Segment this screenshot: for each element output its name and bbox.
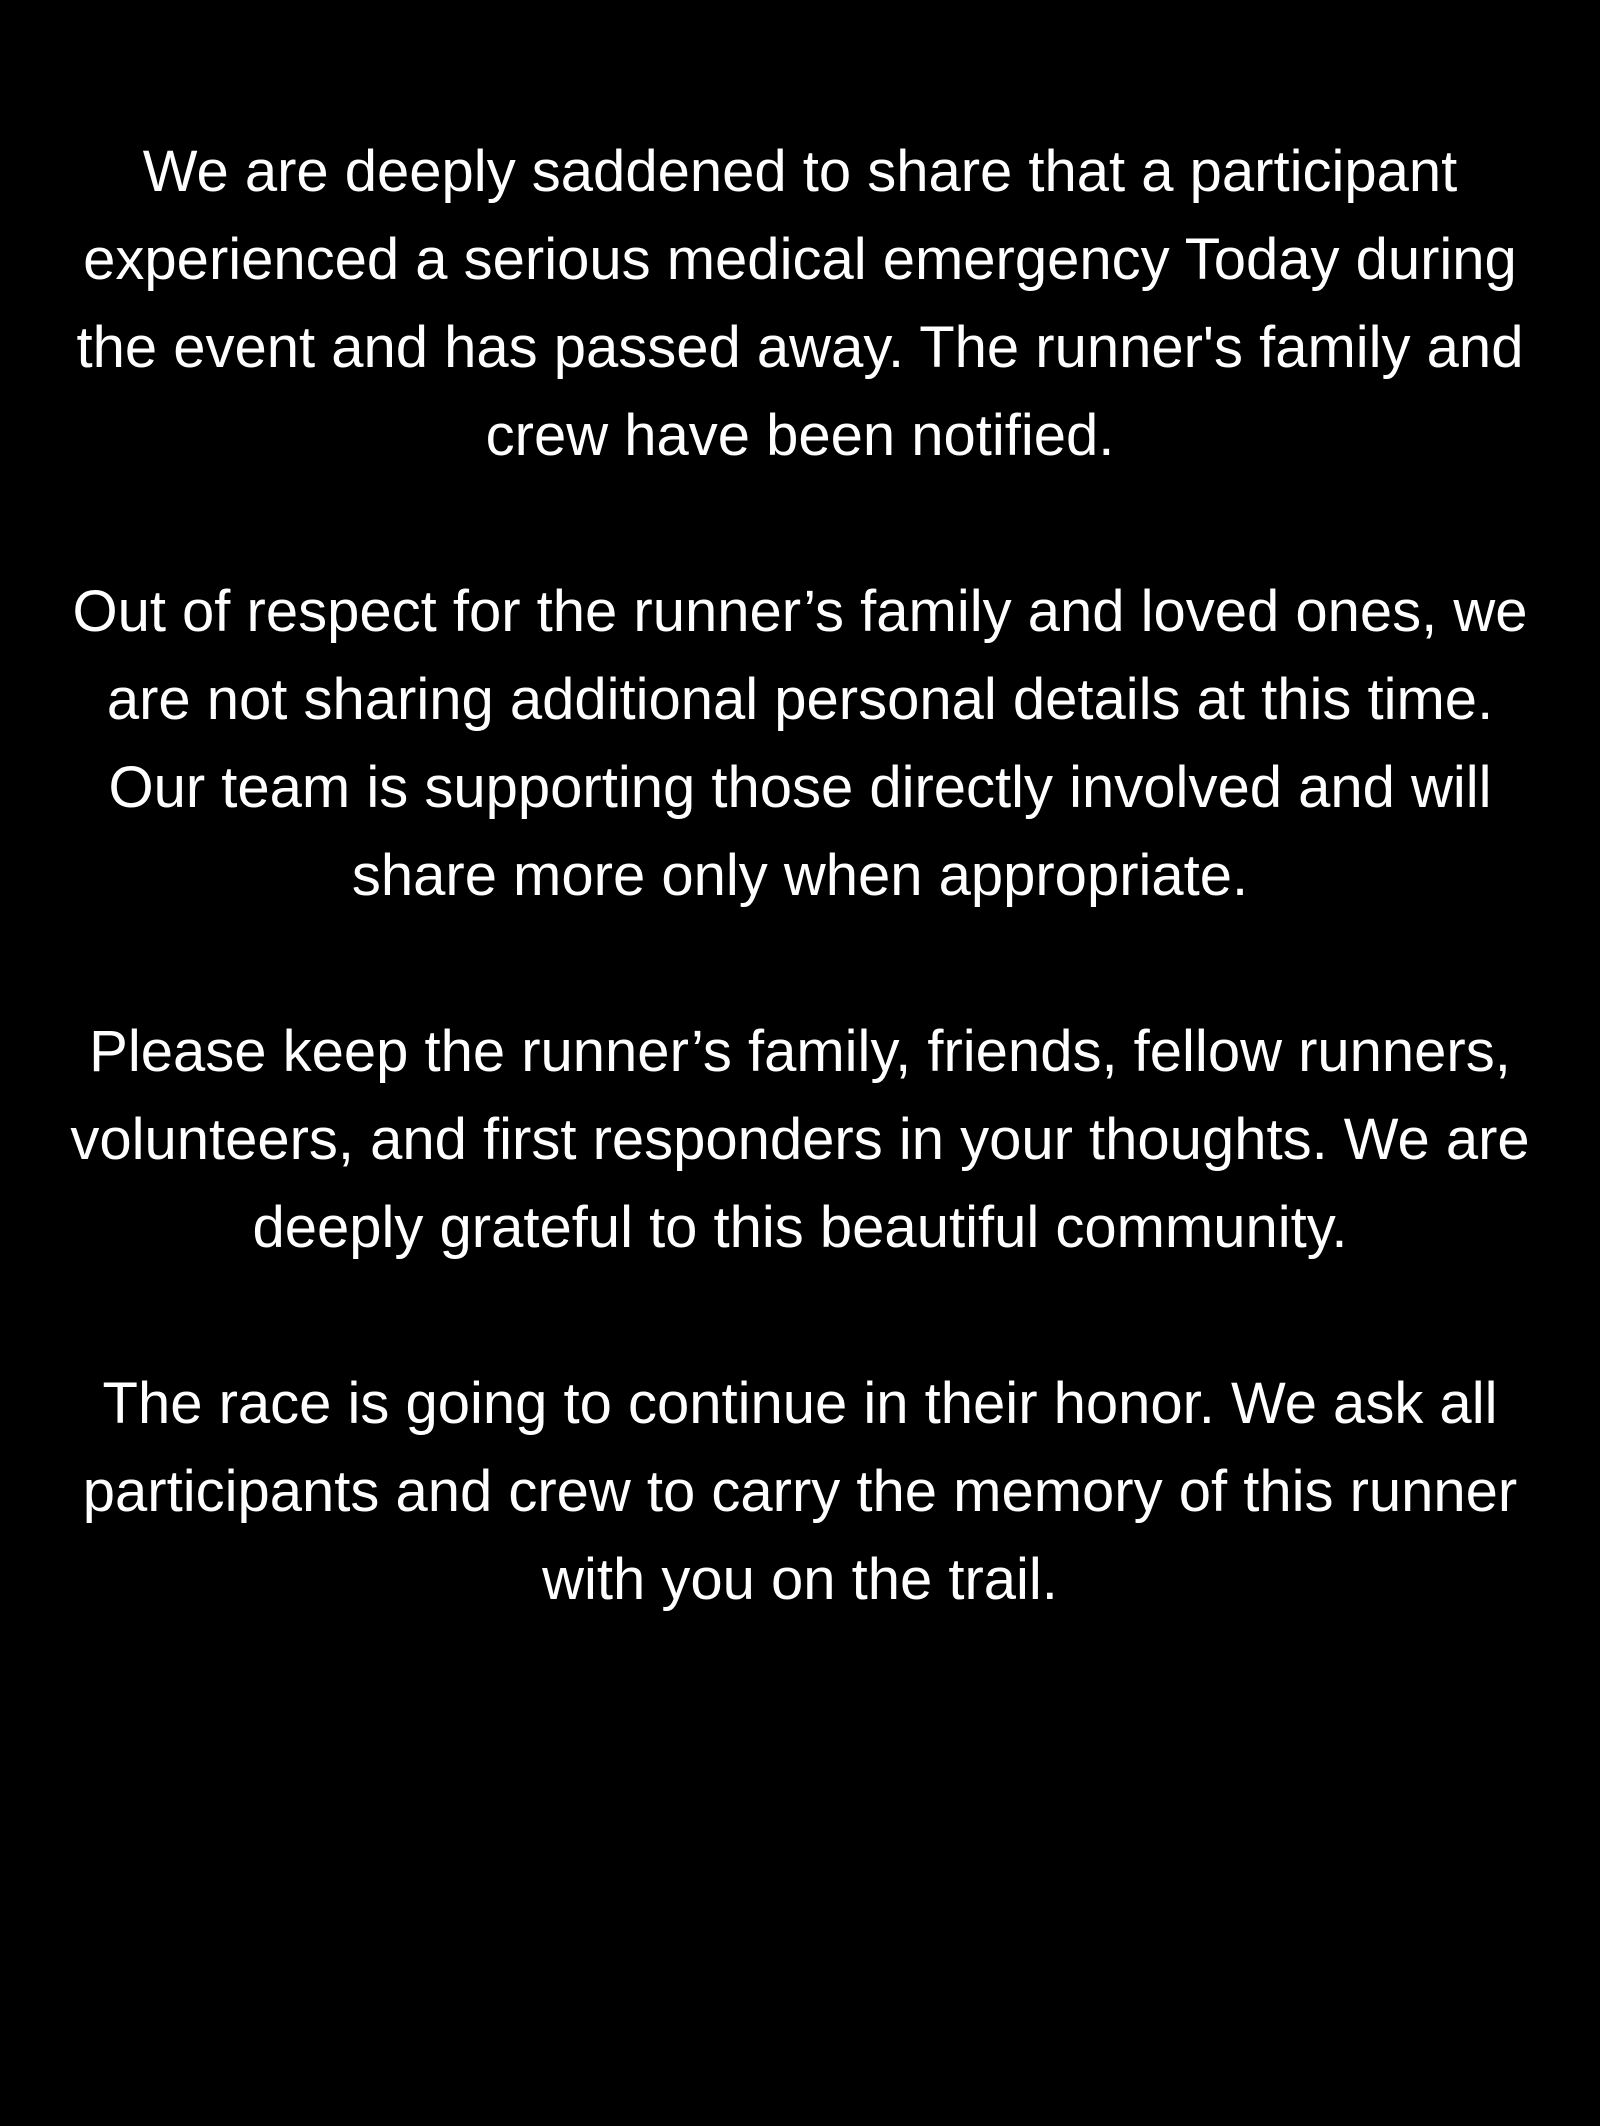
statement-text xyxy=(60,128,1540,1624)
paragraph-announcement: We are deeply saddened to share that a participant experienced a serious medical emergency Today during the event and has passed away. The runner's family and crew have been notified. xyxy=(76,139,1524,468)
paragraph-thoughts: Please keep the runner’s family, friends, fellow runners, volunteers, and first responders in your thoughts. We are deeply grateful to this beautiful community. xyxy=(70,1019,1530,1260)
paragraph-privacy: Out of respect for the runner’s family and loved ones, we are not sharing additional personal details at this time. Our team is supporting those directly involved and will share more only when appropriate. xyxy=(72,579,1528,908)
paragraph-race-continues: The race is going to continue in their honor. We ask all participants and crew to carry the memory of this runner with you on the trail. xyxy=(82,1371,1518,1612)
